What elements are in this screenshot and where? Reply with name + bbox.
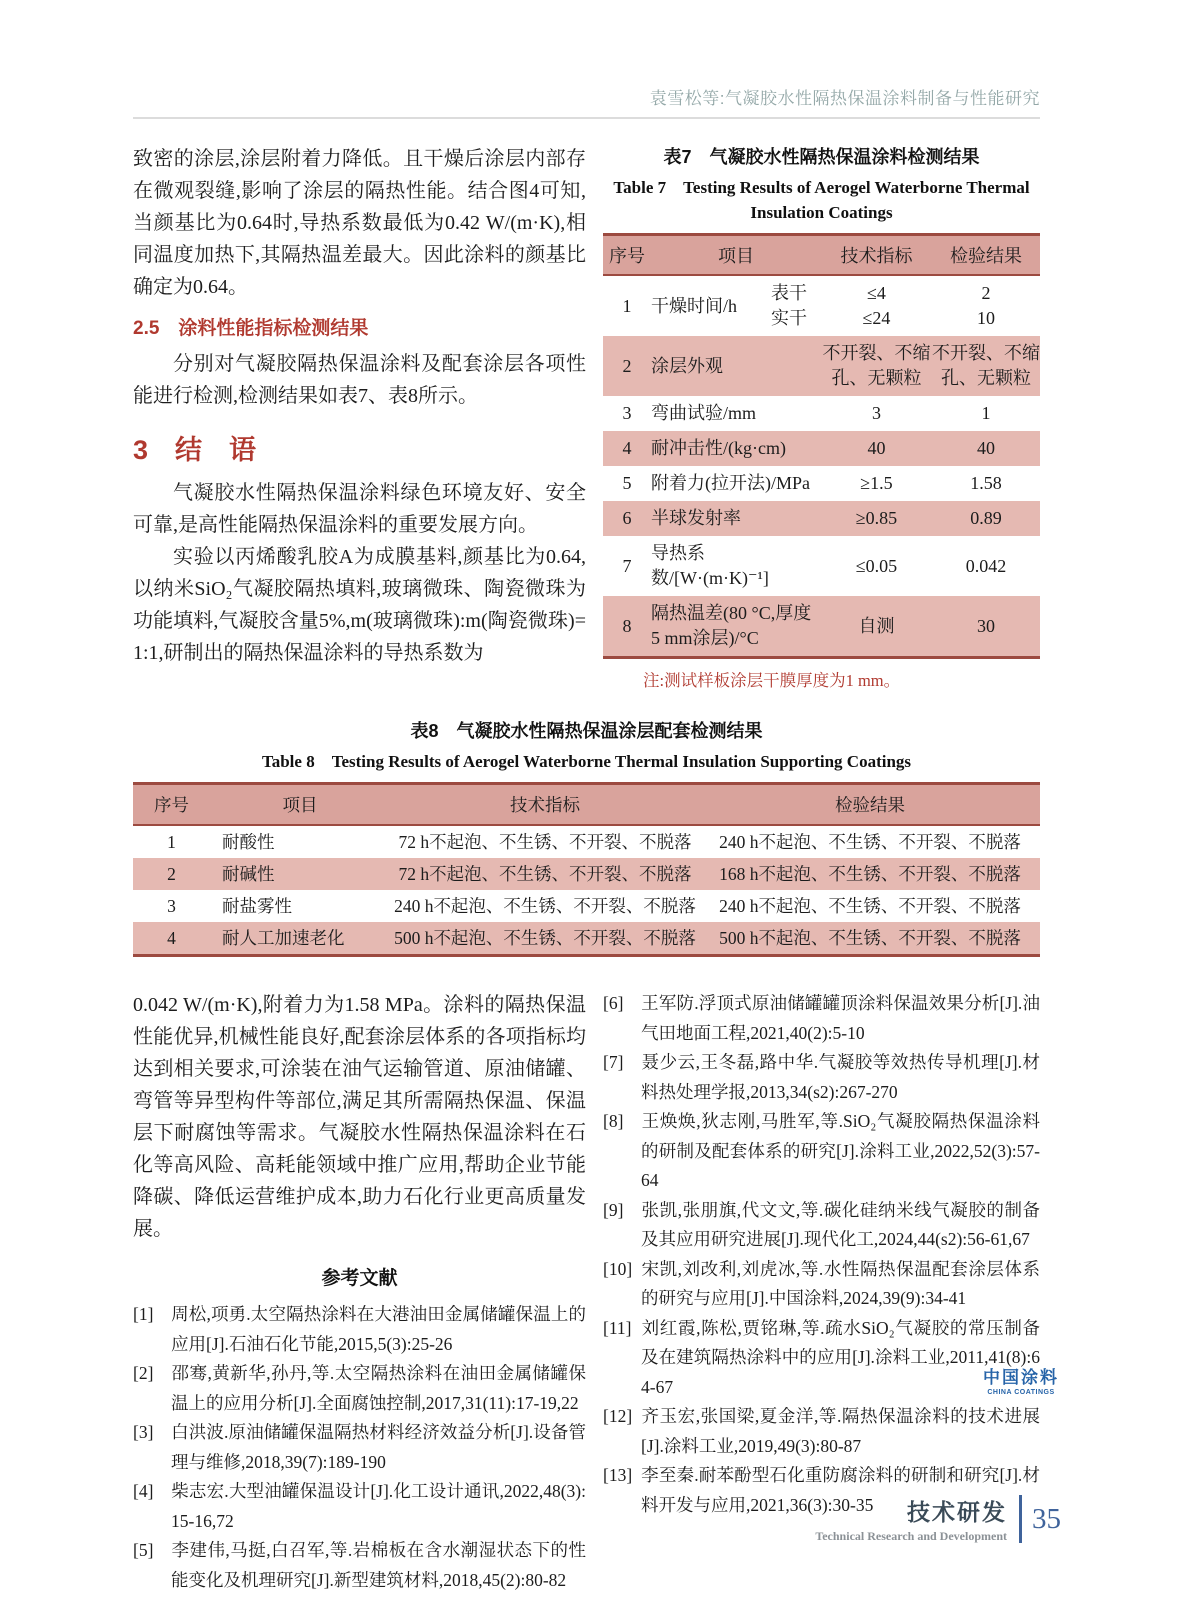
table8-cell-result: 240 h不起泡、不生锈、不开裂、不脱落 <box>719 896 1021 916</box>
table7-caption-en <box>603 175 1040 225</box>
conclusion-paragraph: 气凝胶水性隔热保温涂料绿色环境友好、安全可靠,是高性能隔热保温涂料的重要发展方向。 <box>133 482 586 536</box>
reference-text: 王军防.浮顶式原油储罐罐顶涂料保温效果分析[J].油气田地面工程,2021,40(2):5-10 <box>641 993 1040 1043</box>
table7-header-seq: 序号 <box>609 246 645 266</box>
reference-text: 刘红霞,陈松,贾铭琳,等.疏水SiO₂气凝胶的常压制备及在建筑隔热涂料中的应用[J].涂料工业,2011,41(8):64-67 <box>641 1317 1040 1397</box>
table7-cell-sublabel: 表干 <box>771 283 807 303</box>
table7-cell-result: 0.042 <box>965 555 1007 576</box>
reference-item <box>133 1418 586 1477</box>
table8-cell-item: 耐碱性 <box>222 864 275 884</box>
conclusion-paragraph: 实验以丙烯酸乳胶A为成膜基料,颜基比为0.64,以纳米SiO₂气凝胶隔热填料,玻璃微珠、陶瓷微珠为功能填料,气凝胶含量5%,m(玻璃微珠):m(陶瓷微珠)=1:1,研制出的隔热保温涂料的导热系数为 <box>133 546 586 664</box>
table8-cell-seq: 2 <box>167 864 176 884</box>
table7-row <box>603 431 1040 466</box>
reference-text: 柴志宏.大型油罐保温设计[J].化工设计通讯,2022,48(3):15-16,72 <box>171 1481 586 1531</box>
table7-cell-spec: ≥0.85 <box>855 508 898 528</box>
section-heading-2-5: 2.5 涂料性能指标检测结果 <box>133 318 369 339</box>
table8-header-row <box>133 785 1040 826</box>
table7-caption-zh: 表7 气凝胶水性隔热保温涂料检测结果 <box>663 147 980 167</box>
table8-caption-en: Table 8 Testing Results of Aerogel Waterborne Thermal Insulation Supporting Coatings <box>261 752 912 771</box>
table8-cell-spec: 240 h不起泡、不生锈、不开裂、不脱落 <box>394 896 696 916</box>
table8-row <box>133 858 1040 890</box>
table8-cell-item: 耐酸性 <box>222 832 275 852</box>
table7-cell-spec: 3 <box>872 403 881 423</box>
logo-text-en: CHINA COATINGS <box>987 1389 1055 1396</box>
table7-cell-spec: 自测 <box>858 615 895 636</box>
reference-item <box>133 1477 586 1536</box>
table7-cell-spec: 不开裂、不缩孔、无颗粒 <box>822 343 931 388</box>
table7-cell-item: 涂层外观 <box>651 355 723 376</box>
reference-item <box>603 1314 1040 1403</box>
top-section <box>133 143 1040 691</box>
table7-note: 注:测试样板涂层干膜厚度为1 mm。 <box>643 671 901 690</box>
table7-cell-spec: ≤24 <box>862 308 891 328</box>
header-divider <box>133 117 1040 119</box>
reference-text: 张凯,张朋旗,代文文,等.碳化硅纳米线气凝胶的制备及其应用研究进展[J].现代化工,2024,44(s2):56-61,67 <box>641 1199 1040 1249</box>
table7-row <box>603 501 1040 536</box>
table8-cell-spec: 500 h不起泡、不生锈、不开裂、不脱落 <box>394 928 696 948</box>
body-paragraph: 致密的涂层,涂层附着力降低。且干燥后涂层内部存在微观裂缝,影响了涂层的隔热性能。结合图4可知,当颜基比为0.64时,导热系数最低为0.42 W/(m·K),相同温度加热下,其隔热温差最大。因此涂料的颜基比确定为0.64。 <box>133 148 586 298</box>
reference-number: [10] <box>603 1258 633 1279</box>
reference-number: [13] <box>603 1465 633 1485</box>
reference-text: 聂少云,王冬磊,路中华.气凝胶等效热传导机理[J].材料热处理学报,2013,34(s2):267-270 <box>641 1052 1040 1102</box>
left-column <box>133 143 586 691</box>
reference-text: 李至秦.耐苯酚型石化重防腐涂料的研制和研究[J].材料开发与应用,2021,36(3):30-35 <box>641 1465 1040 1515</box>
reference-number: [12] <box>603 1406 633 1426</box>
table7-cell-spec: ≤0.05 <box>855 555 898 576</box>
table8-cell-item: 耐盐雾性 <box>222 896 292 916</box>
reference-item <box>603 989 1040 1048</box>
reference-text: 王焕焕,狄志刚,马胜军,等.SiO₂气凝胶隔热保温涂料的研制及配套体系的研究[J].涂料工业,2022,52(3):57-64 <box>641 1111 1040 1190</box>
table7-row <box>603 336 1040 396</box>
table8-row <box>133 826 1040 858</box>
table7-header-result: 检验结果 <box>950 246 1022 266</box>
reference-number: [11] <box>603 1317 632 1338</box>
reference-item <box>133 1300 586 1359</box>
body-paragraph: 分别对气凝胶隔热保温涂料及配套涂层各项性能进行检测,检测结果如表7、表8所示。 <box>133 353 586 407</box>
table8-header-seq: 序号 <box>154 795 189 815</box>
china-coatings-logo <box>983 1363 1059 1396</box>
reference-number: [5] <box>133 1540 154 1560</box>
table7-cell-result: 0.89 <box>970 508 1002 528</box>
references-list-right <box>603 989 1040 1520</box>
reference-number: [9] <box>603 1199 624 1220</box>
table8-section <box>133 717 1040 957</box>
table7-cell-result: 2 <box>981 283 991 303</box>
reference-number: [7] <box>603 1052 624 1072</box>
table7-cell-result: 不开裂、不缩孔、无颗粒 <box>932 343 1040 388</box>
table8 <box>133 782 1040 957</box>
page-footer <box>815 1494 1061 1544</box>
table7-cell-item: 耐冲击性/(kg·cm) <box>651 438 786 458</box>
table7-header-row <box>603 236 1040 276</box>
table7-cell-seq: 2 <box>622 355 632 376</box>
page-number: 35 <box>1032 1502 1061 1535</box>
reference-number: [3] <box>133 1422 154 1442</box>
table7-cell-result: 10 <box>977 308 995 328</box>
reference-text: 宋凯,刘改利,刘虎冰,等.水性隔热保温配套涂层体系的研究与应用[J].中国涂料,2024,39(9):34-41 <box>641 1258 1040 1308</box>
footer-section-label-zh: 技术研发 <box>907 1499 1007 1525</box>
table8-row <box>133 922 1040 954</box>
reference-text: 周松,项勇.太空隔热涂料在大港油田金属储罐保温上的应用[J].石油石化节能,2015,5(3):25-26 <box>171 1304 586 1354</box>
table8-cell-result: 240 h不起泡、不生锈、不开裂、不脱落 <box>719 832 1021 852</box>
table7-row <box>603 596 1040 656</box>
table7-cell-item: 附着力(拉开法)/MPa <box>651 473 810 493</box>
table7-cell-seq: 5 <box>622 473 632 493</box>
table7-caption-en-line1: Table 7 Testing Results of Aerogel Waterborne Thermal <box>613 178 1030 197</box>
table7-body <box>603 276 1040 656</box>
table7-header-item: 项目 <box>718 246 754 266</box>
table7-row <box>603 276 1040 336</box>
table7-cell-seq: 6 <box>622 508 632 528</box>
table7-row <box>603 466 1040 501</box>
table8-row <box>133 890 1040 922</box>
reference-item <box>603 1048 1040 1107</box>
table7-cell-item: 半球发射率 <box>651 508 741 528</box>
table7-cell-seq: 1 <box>622 295 632 316</box>
table7-cell-seq: 8 <box>622 615 632 636</box>
table8-caption-zh: 表8 气凝胶水性隔热保温涂层配套检测结果 <box>410 721 763 741</box>
reference-item <box>603 1196 1040 1255</box>
reference-number: [8] <box>603 1111 624 1131</box>
table7 <box>603 233 1040 659</box>
table7-cell-spec: ≤4 <box>867 283 886 303</box>
section-heading-3: 3 结 语 <box>133 435 257 465</box>
right-column <box>603 143 1040 691</box>
reference-number: [1] <box>133 1304 154 1324</box>
table7-cell-item: 导热系数/[W·(m·K)⁻¹] <box>651 543 769 588</box>
table8-header-result: 检验结果 <box>835 795 905 815</box>
reference-item <box>603 1402 1040 1461</box>
footer-labels <box>815 1494 1007 1544</box>
body-paragraph: 0.042 W/(m·K),附着力为1.58 MPa。涂料的隔热保温性能优异,机械性能良好,配套涂层体系的各项指标均达到相关要求,可涂装在油气运输管道、原油储罐、弯管等异型构件等部位,满足其所需隔热保温、保温层下耐腐蚀等需求。气凝胶水性隔热保温涂料在石化等高风险、高耗能领域中推广应用,帮助企业节能降碳、降低运营维护成本,助力石化行业更高质量发展。 <box>133 994 586 1240</box>
references-title: 参考文献 <box>321 1268 398 1289</box>
footer-section-label-en: Technical Research and Development <box>815 1529 1007 1543</box>
table8-cell-seq: 3 <box>167 896 176 916</box>
references-list-left <box>133 1300 586 1595</box>
reference-number: [2] <box>133 1363 154 1383</box>
reference-item <box>603 1107 1040 1196</box>
table8-cell-seq: 4 <box>167 928 176 948</box>
table7-cell-seq: 3 <box>622 403 632 423</box>
table7-cell-result: 1 <box>981 403 991 423</box>
table7-row <box>603 536 1040 596</box>
table8-header-spec: 技术指标 <box>510 795 580 815</box>
reference-text: 齐玉宏,张国梁,夏金洋,等.隔热保温涂料的技术进展[J].涂料工业,2019,49(3):80-87 <box>641 1406 1040 1456</box>
table7-cell-seq: 4 <box>622 438 632 458</box>
table7-cell-result: 30 <box>977 615 995 636</box>
reference-text: 李建伟,马挺,白召军,等.岩棉板在含水潮湿状态下的性能变化及机理研究[J].新型建筑材料,2018,45(2):80-82 <box>171 1540 586 1590</box>
table8-cell-seq: 1 <box>167 832 176 852</box>
left-column-bottom <box>133 989 586 1595</box>
table8-cell-item: 耐人工加速老化 <box>222 928 345 948</box>
reference-item <box>603 1255 1040 1314</box>
table7-cell-result: 1.58 <box>970 473 1002 493</box>
table8-header-item: 项目 <box>282 795 318 815</box>
reference-text: 白洪波.原油储罐保温隔热材料经济效益分析[J].设备管理与维修,2018,39(7):189-190 <box>171 1422 586 1472</box>
table7-cell-spec: 40 <box>867 438 886 458</box>
table7-cell-item: 干燥时间/h <box>651 295 738 316</box>
reference-item <box>133 1536 586 1595</box>
table8-cell-result: 500 h不起泡、不生锈、不开裂、不脱落 <box>719 928 1021 948</box>
running-head: 袁雪松等:气凝胶水性隔热保温涂料制备与性能研究 <box>649 89 1040 108</box>
reference-item <box>133 1359 586 1418</box>
footer-divider-bar <box>1019 1495 1022 1543</box>
table8-cell-spec: 72 h不起泡、不生锈、不开裂、不脱落 <box>398 832 692 852</box>
reference-text: 邵骞,黄新华,孙丹,等.太空隔热涂料在油田金属储罐保温上的应用分析[J].全面腐蚀控制,2017,31(11):17-19,22 <box>171 1363 586 1413</box>
table7-cell-sublabel: 实干 <box>771 308 807 328</box>
table7-cell-spec: ≥1.5 <box>860 473 893 493</box>
table7-header-spec: 技术指标 <box>840 246 913 266</box>
table7-cell-item: 弯曲试验/mm <box>651 403 757 423</box>
table7-cell-result: 40 <box>977 438 995 458</box>
table7-cell-seq: 7 <box>622 555 632 576</box>
table7-caption-en-line2: Insulation Coatings <box>750 203 893 222</box>
table8-cell-spec: 72 h不起泡、不生锈、不开裂、不脱落 <box>398 864 692 884</box>
table8-body <box>133 826 1040 954</box>
reference-number: [4] <box>133 1481 154 1501</box>
table7-row <box>603 396 1040 431</box>
table7-cell-item: 隔热温差(80 °C,厚度5 mm涂层)/°C <box>651 603 812 648</box>
logo-text-zh: 中国涂料 <box>983 1368 1059 1387</box>
reference-number: [6] <box>603 993 624 1013</box>
table8-cell-result: 168 h不起泡、不生锈、不开裂、不脱落 <box>719 864 1021 884</box>
